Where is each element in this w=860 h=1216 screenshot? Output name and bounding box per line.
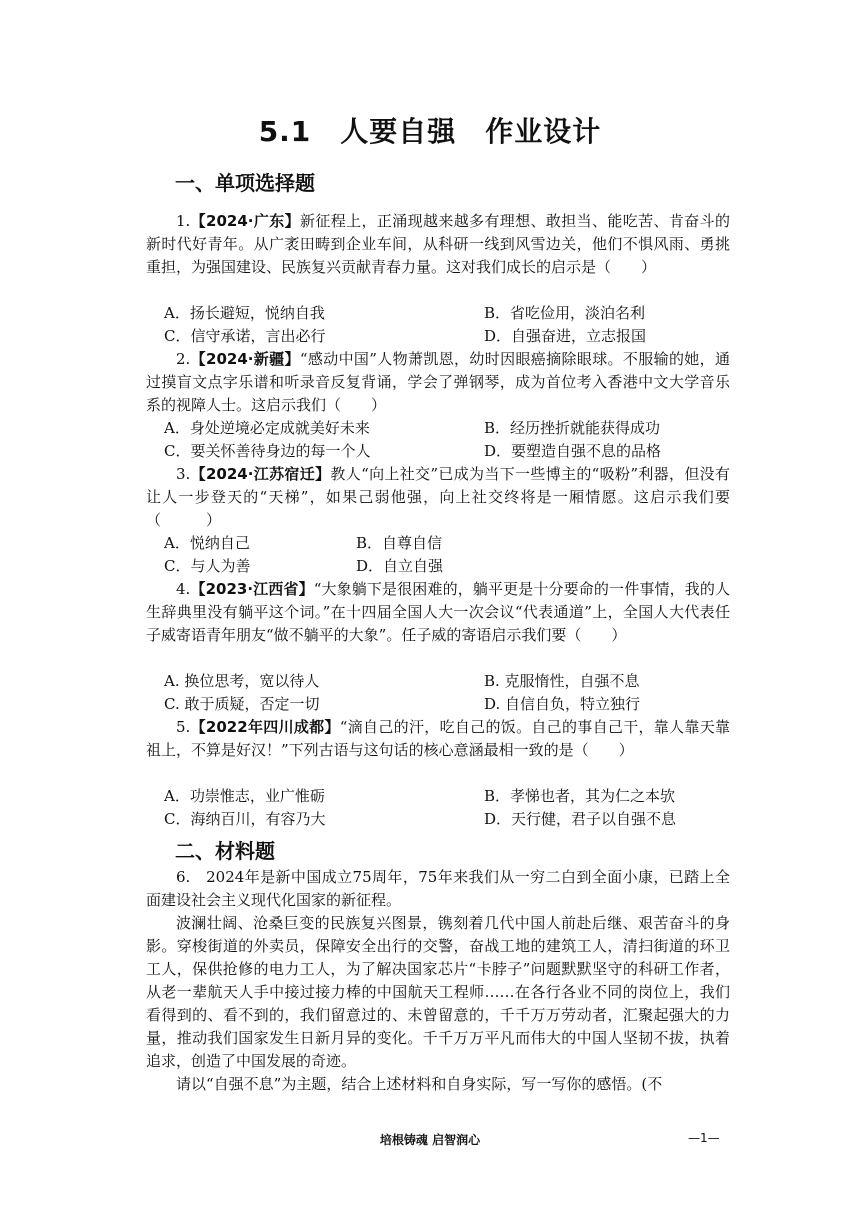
question-number: 1. [176, 212, 191, 230]
question-text: “感动中国”人物萧凯恩，幼时因眼癌摘除眼球。不服输的她，通过摸盲文点字乐谱和听录音反复背诵，学会了弹钢琴，成为首位考入香港中文大学音乐系的视障人士。这启示我们（ ） [146, 350, 730, 414]
question-5 [146, 716, 730, 762]
question-number: 4. [176, 580, 191, 598]
option-a: A．扬长避短，悦纳自我 [164, 304, 325, 322]
question-1 [146, 210, 730, 279]
question-source: 【2024·江苏宿迁】 [190, 465, 331, 483]
material-body: 波澜壮阔、沧桑巨变的民族复兴图景，镌刻着几代中国人前赴后继、艰苦奋斗的身影。穿梭街道的外卖员，保障安全出行的交警，奋战工地的建筑工人，清扫街道的环卫工人，保供抢修的电力工人，为了解决国家芯片“卡脖子”问题默默坚守的科研工作者，从老一辈航天人手中接过接力棒的中国航天工程师……在各行各业不同的岗位上，我们看得到的、看不到的，我们留意过的、未曾留意的，千千万万劳动者，汇聚起强大的力量，推动我们国家发生日新月异的变化。千千万万平凡而伟大的中国人坚韧不拔，执着追求，创造了中国发展的奇迹。 [146, 914, 730, 1070]
options-row [164, 302, 730, 325]
option-c: C．要关怀善待身边的每一个人 [164, 442, 371, 460]
options-row [164, 785, 730, 808]
options-row [164, 325, 730, 348]
option-a: A．功崇惟志，业广惟砺 [164, 787, 325, 805]
options-row [164, 555, 730, 578]
question-number: 2. [176, 350, 191, 368]
options-row [164, 670, 730, 693]
section-heading-material: 二、材料题 [175, 839, 275, 863]
option-b: B．孝悌也者，其为仁之本欤 [484, 787, 676, 805]
option-d: D．要塑造自强不息的品格 [484, 442, 662, 460]
question-3 [146, 463, 730, 532]
footer-motto: 培根铸魂 启智润心 [379, 1133, 481, 1147]
option-c: C．与人为善 [164, 557, 251, 575]
option-d: D. 自信自负，特立独行 [484, 695, 641, 713]
option-b: B. 克服惰性，自强不息 [484, 672, 640, 690]
material-intro: 6. 2024年是新中国成立75周年，75年来我们从一穷二白到全面小康，已踏上全面建设社会主义现代化国家的新征程。 [146, 868, 730, 909]
option-c: C．海纳百川，有容乃大 [164, 810, 326, 828]
question-text: “大象躺下是很困难的，躺平更是十分要命的一件事情，我的人生辞典里没有躺平这个词。”在十四届全国人大一次会议“代表通道”上，全国人大代表任子威寄语青年朋友“做不躺平的大象”。任子威的寄语启示我们要（ ） [146, 580, 730, 644]
question-source: 【2022年四川成都】 [190, 718, 340, 736]
question-text: 新征程上，正涌现越来越多有理想、敢担当、能吃苦、肯奋斗的新时代好青年。从广袤田畴到企业车间，从科研一线到风雪边关，他们不惧风雨、勇挑重担，为强国建设、民族复兴贡献青春力量。这对我们成长的启示是（ ） [146, 212, 730, 276]
option-a: A. 换位思考，宽以待人 [164, 672, 320, 690]
question-text: 教人“向上社交”已成为当下一些博主的“吸粉”利器，但没有让人一步登天的“天梯”，如果己弱他强，向上社交终将是一厢情愿。这启示我们要（ ） [146, 465, 730, 529]
option-b: B．经历挫折就能获得成功 [484, 419, 661, 437]
question-4 [146, 578, 730, 647]
options-row [164, 417, 730, 440]
page-number: —1— [688, 1131, 720, 1145]
option-a: A．悦纳自己 [164, 534, 250, 552]
option-d: D．自强奋进，立志报国 [484, 327, 647, 345]
question-text: “滴自己的汗，吃自己的饭。自己的事自己干，靠人靠天靠祖上，不算是好汉！”下列古语与这句话的核心意涵最相一致的是（ ） [146, 718, 731, 759]
question-number: 5. [176, 718, 191, 736]
page-title: 5.1 人要自强 作业设计 [258, 115, 602, 148]
material-prompt: 请以“自强不息”为主题，结合上述材料和自身实际，写一写你的感悟。(不 [176, 1075, 663, 1093]
question-source: 【2023·江西省】 [190, 580, 314, 598]
options-row [164, 440, 730, 463]
options-row [164, 693, 730, 716]
question-number: 3. [176, 465, 191, 483]
question-source: 【2024·新疆】 [190, 350, 300, 368]
option-a: A．身处逆境必定成就美好未来 [164, 419, 370, 437]
option-d: D．天行健，君子以自强不息 [484, 810, 677, 828]
option-b: B．省吃俭用，淡泊名利 [484, 304, 646, 322]
question-2 [146, 348, 730, 417]
options-row [164, 532, 730, 555]
question-source: 【2024·广东】 [190, 212, 300, 230]
option-d: D．自立自强 [356, 557, 444, 575]
option-c: C. 敢于质疑，否定一切 [164, 695, 320, 713]
options-row [164, 808, 730, 831]
option-b: B．自尊自信 [356, 534, 443, 552]
option-c: C．信守承诺，言出必行 [164, 327, 326, 345]
section-heading-choice: 一、单项选择题 [175, 171, 315, 195]
